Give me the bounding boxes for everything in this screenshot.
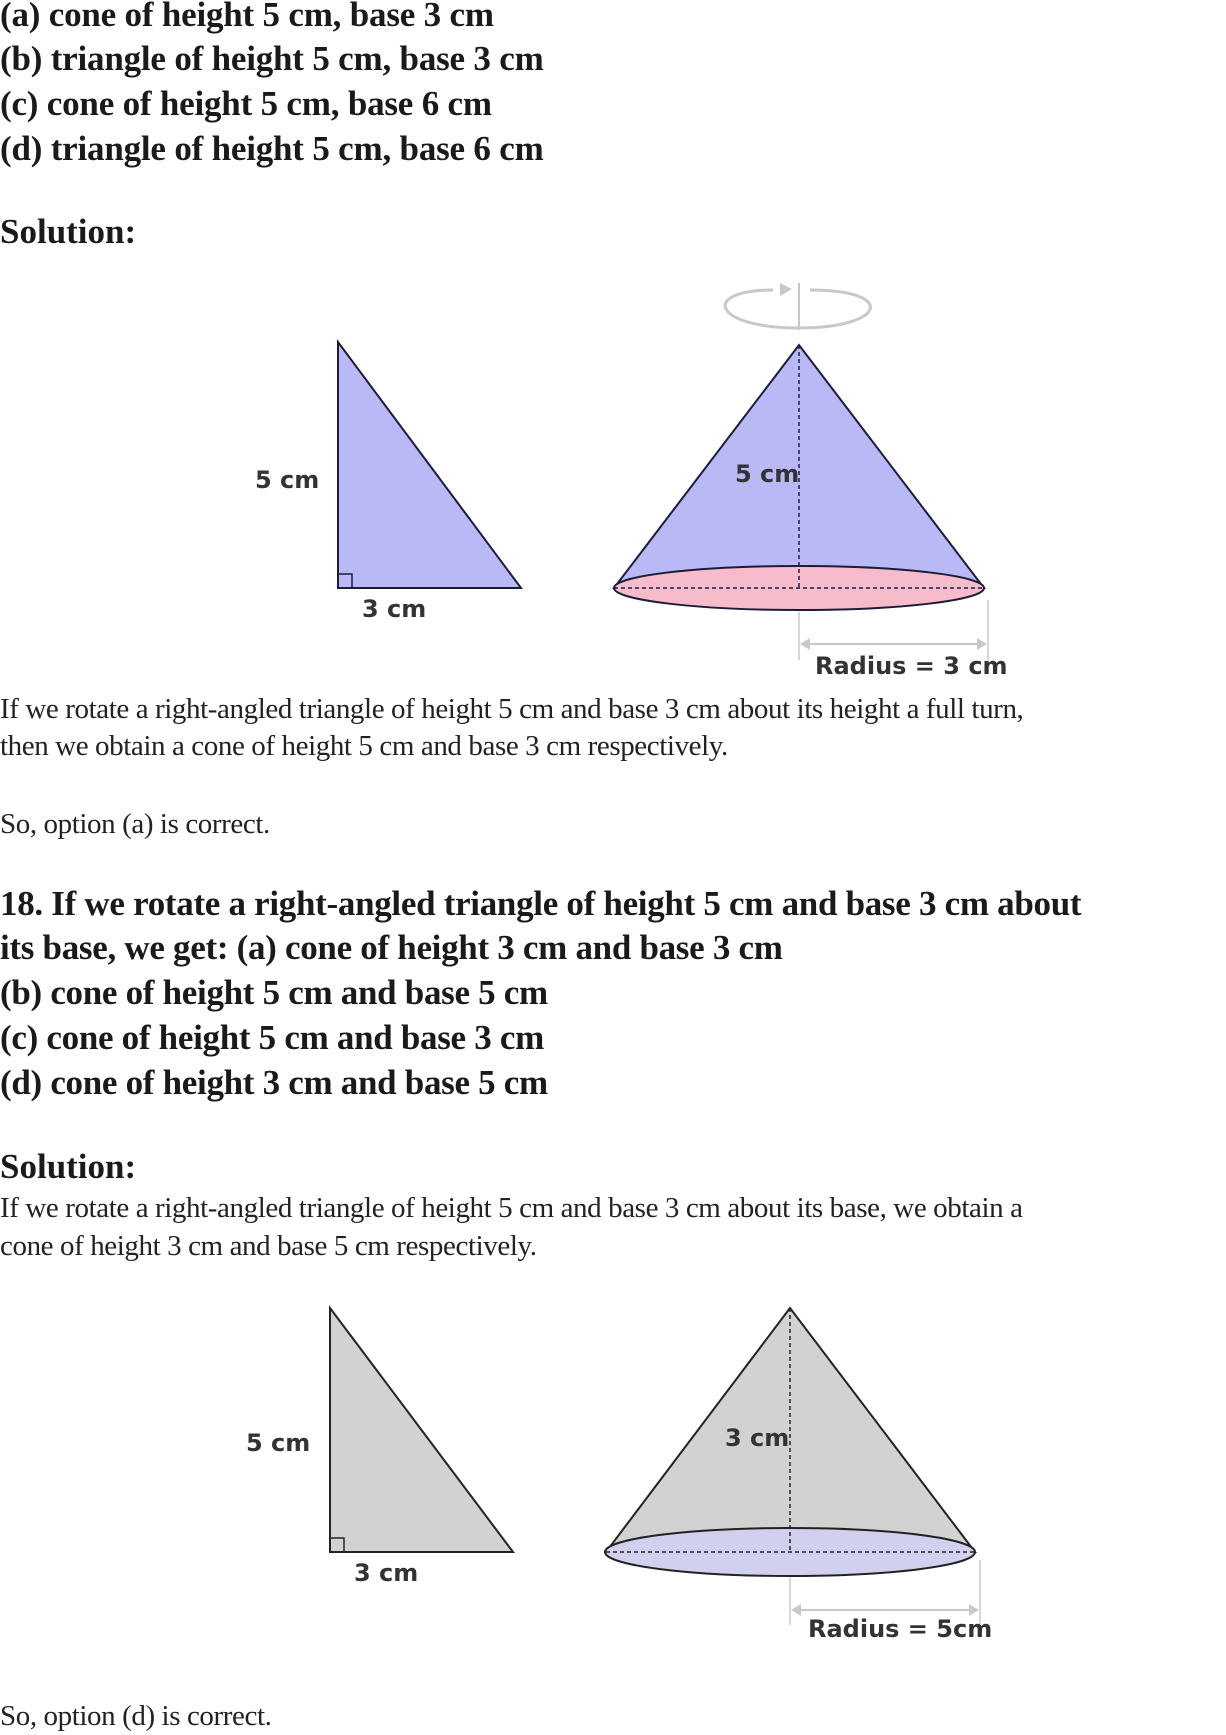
triangle-height-label: 5 cm xyxy=(255,466,320,494)
cone-height-label: 3 cm xyxy=(725,1424,790,1452)
q18-figure xyxy=(0,1290,1226,1640)
q17-option-b: (b) triangle of height 5 cm, base 3 cm xyxy=(0,39,544,78)
q18-explanation-line-2: cone of height 3 cm and base 5 cm respectively. xyxy=(0,1230,537,1262)
q17-option-d: (d) triangle of height 5 cm, base 6 cm xyxy=(0,129,544,168)
triangle-base-label: 3 cm xyxy=(362,595,427,623)
q18-explanation-line-1: If we rotate a right-angled triangle of height 5 cm and base 3 cm about its base, we obtain a xyxy=(0,1192,1023,1224)
cone-radius-label: Radius = 5cm xyxy=(808,1615,993,1640)
cone-height-label: 5 cm xyxy=(735,460,800,488)
q17-explanation-line-1: If we rotate a right-angled triangle of height 5 cm and base 3 cm about its height a full turn, xyxy=(0,693,1024,725)
q18-question-line-2: its base, we get: (a) cone of height 3 cm and base 3 cm xyxy=(0,928,783,967)
cone-radius-label: Radius = 3 cm xyxy=(815,652,1008,680)
q17-conclusion: So, option (a) is correct. xyxy=(0,808,270,840)
rotation-arrow-icon xyxy=(725,283,870,330)
q18-question-line-1: 18. If we rotate a right-angled triangle of height 5 cm and base 3 cm about xyxy=(0,884,1082,923)
q17-figure xyxy=(0,270,1226,690)
cone-shape xyxy=(605,1308,975,1576)
q17-option-a: (a) cone of height 5 cm, base 3 cm xyxy=(0,0,494,34)
q18-conclusion: So, option (d) is correct. xyxy=(0,1700,272,1732)
q18-option-d: (d) cone of height 3 cm and base 5 cm xyxy=(0,1063,548,1102)
triangle-height-label: 5 cm xyxy=(246,1429,311,1457)
q17-option-c: (c) cone of height 5 cm, base 6 cm xyxy=(0,84,492,123)
q18-option-c: (c) cone of height 5 cm and base 3 cm xyxy=(0,1018,544,1057)
triangle-base-label: 3 cm xyxy=(354,1559,419,1587)
right-triangle-shape xyxy=(338,342,521,588)
q18-option-b: (b) cone of height 5 cm and base 5 cm xyxy=(0,973,548,1012)
right-triangle-shape xyxy=(330,1308,513,1552)
q18-solution-heading: Solution: xyxy=(0,1147,137,1186)
q17-explanation-line-2: then we obtain a cone of height 5 cm and base 3 cm respectively. xyxy=(0,730,728,762)
q17-solution-heading: Solution: xyxy=(0,212,137,251)
